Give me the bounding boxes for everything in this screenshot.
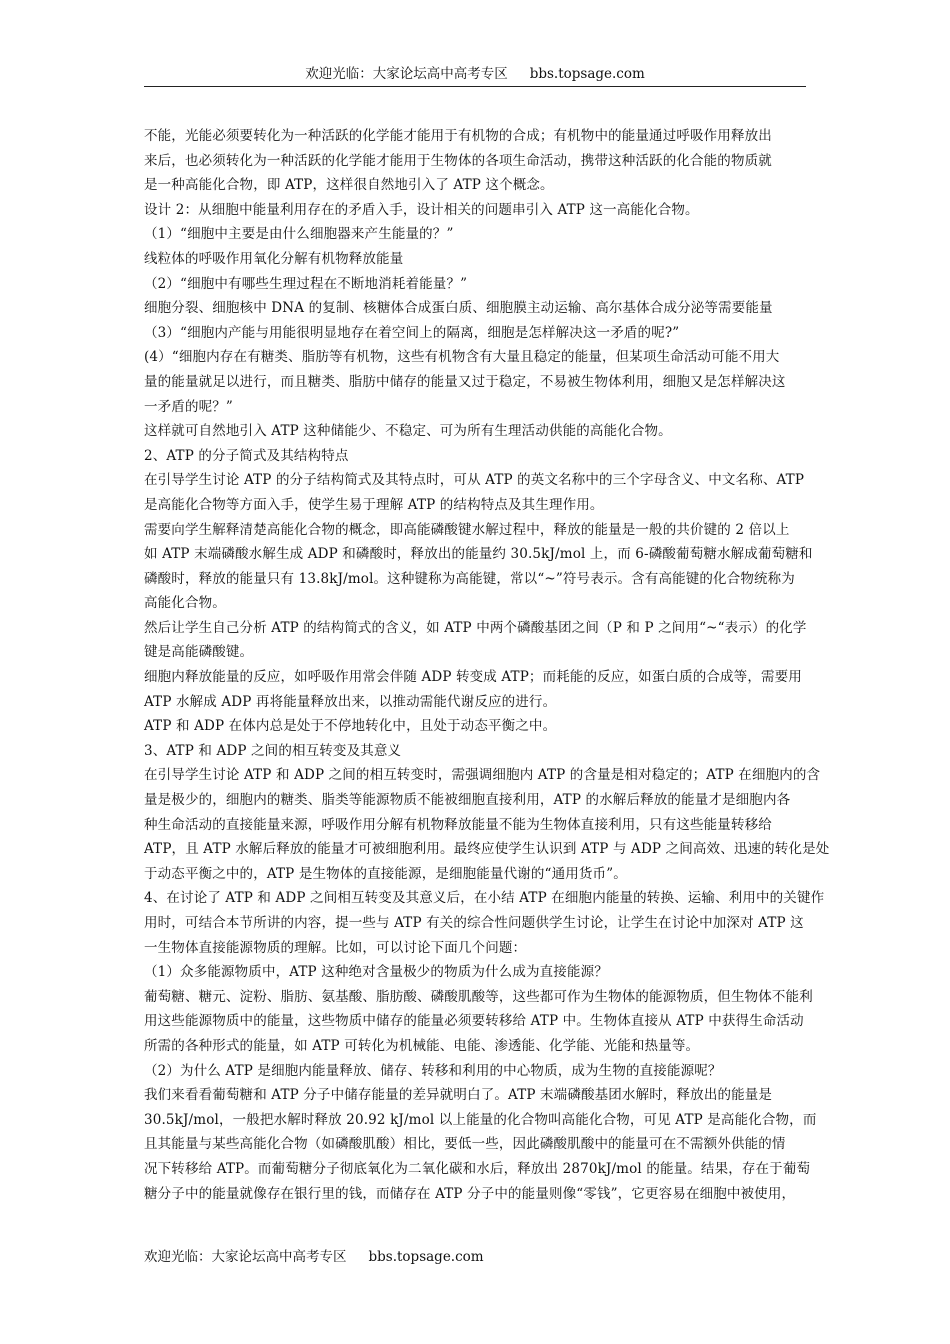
- text-line: 一矛盾的呢？”: [144, 398, 233, 415]
- text-line: 4、在讨论了 ATP 和 ADP 之间相互转变及其意义后，在小结 ATP 在细胞内能量的转换、运输、利用中的关键作: [144, 890, 825, 907]
- section-heading: 3、ATP 和 ADP 之间的相互转变及其意义: [144, 742, 402, 759]
- text-line: 糖分子中的能量就像存在银行里的钱，而储存在 ATP 分子中的能量则像“零钱”，它更容易在细胞中被使用，: [144, 1185, 796, 1202]
- header-welcome: 欢迎光临：大家论坛高中高考专区: [305, 66, 508, 82]
- footer-welcome: 欢迎光临：大家论坛高中高考专区: [144, 1249, 347, 1265]
- text-line: 是一种高能化合物，即 ATP，这样很自然地引入了 ATP 这个概念。: [144, 177, 554, 194]
- text-line: （1）众多能源物质中，ATP 这种绝对含量极少的物质为什么成为直接能源？: [144, 964, 608, 981]
- text-line: 然后让学生自己分析 ATP 的结构简式的含义，如 ATP 中两个磷酸基团之间（P 和 P 之间用“~“表示）的化学: [144, 619, 807, 636]
- document-body: [144, 124, 830, 1206]
- text-line: 线粒体的呼吸作用氧化分解有机物释放能量: [144, 250, 404, 267]
- text-line: 量是极少的，细胞内的糖类、脂类等能源物质不能被细胞直接利用，ATP 的水解后释放的能量才是细胞内各: [144, 792, 791, 809]
- text-line: ATP，且 ATP 水解后释放的能量才可被细胞利用。最终应使学生认识到 ATP 与 ADP 之间高效、迅速的转化是处: [144, 841, 830, 858]
- text-line: 是高能化合物等方面入手，使学生易于理解 ATP 的结构特点及其生理作用。: [144, 496, 604, 513]
- page-footer: [144, 1247, 484, 1267]
- text-line: （3）“细胞内产能与用能很明显地存在着空间上的隔离，细胞是怎样解决这一矛盾的呢?”: [144, 324, 680, 341]
- text-line: 我们来看看葡萄糖和 ATP 分子中储存能量的差异就明白了。ATP 末端磷酸基团水解时，释放出的能量是: [144, 1087, 773, 1104]
- text-line: 细胞内释放能量的反应，如呼吸作用常会伴随 ADP 转变成 ATP；而耗能的反应，如蛋白质的合成等，需要用: [144, 669, 802, 686]
- text-line: 需要向学生解释清楚高能化合物的概念，即高能磷酸键水解过程中，释放的能量是一般的共价键的 2 倍以上: [144, 521, 790, 538]
- text-line: 如 ATP 末端磷酸水解生成 ADP 和磷酸时，释放出的能量约 30.5kJ/mol 上，而 6-磷酸葡萄糖水解成葡萄糖和: [144, 546, 813, 563]
- text-line: （1）“细胞中主要是由什么细胞器来产生能量的？”: [144, 226, 454, 243]
- text-line: 不能，光能必须要转化为一种活跃的化学能才能用于有机物的合成；有机物中的能量通过呼吸作用释放出: [144, 128, 772, 144]
- text-line: 30.5kJ/mol，一般把水解时释放 20.92 kJ/mol 以上能量的化合物叫高能化合物，可见 ATP 是高能化合物，而: [144, 1111, 817, 1128]
- text-line: ATP 和 ADP 在体内总是处于不停地转化中，且处于动态平衡之中。: [144, 718, 557, 735]
- section-heading: 2、ATP 的分子简式及其结构特点: [144, 447, 349, 464]
- footer-site-link[interactable]: bbs.topsage.com: [368, 1249, 484, 1265]
- text-line: 这样就可自然地引入 ATP 这种储能少、不稳定、可为所有生理活动供能的高能化合物。: [144, 423, 672, 440]
- text-line: （2）“细胞中有哪些生理过程在不断地消耗着能量？”: [144, 275, 468, 292]
- header-site-link[interactable]: bbs.topsage.com: [529, 66, 645, 82]
- body-text: [144, 124, 830, 1206]
- text-line: 设计 2：从细胞中能量利用存在的矛盾入手，设计相关的问题串引入 ATP 这一高能化合物。: [144, 201, 699, 218]
- text-line: 键是高能磷酸键。: [144, 644, 254, 661]
- text-line: 种生命活动的直接能量来源，呼吸作用分解有机物释放能量不能为生物体直接利用，只有这些能量转移给: [144, 816, 772, 833]
- text-line: (4）“细胞内存在有糖类、脂肪等有机物，这些有机物含有大量且稳定的能量，但某项生命活动可能不用大: [144, 349, 780, 366]
- text-line: 用时，可结合本节所讲的内容，提一些与 ATP 有关的综合性问题供学生讨论，让学生在讨论中加深对 ATP 这: [144, 915, 804, 931]
- text-line: 况下转移给 ATP。而葡萄糖分子彻底氧化为二氧化碳和水后，释放出 2870kJ/mol 的能量。结果，存在于葡萄: [144, 1160, 811, 1177]
- text-line: ATP 水解成 ADP 再将能量释放出来，以推动需能代谢反应的进行。: [144, 693, 557, 710]
- text-line: 磷酸时，释放的能量只有 13.8kJ/mol。这种键称为高能键，常以“~”符号表示。含有高能键的化合物统称为: [144, 570, 795, 587]
- text-line: 用这些能源物质中的能量，这些物质中储存的能量必须要转移给 ATP 中。生物体直接从 ATP 中获得生命活动: [144, 1013, 804, 1030]
- page-header: [144, 64, 806, 87]
- text-line: 高能化合物。: [144, 595, 226, 612]
- text-line: 在引导学生讨论 ATP 和 ADP 之间的相互转变时，需强调细胞内 ATP 的含量是相对稳定的；ATP 在细胞内的含: [144, 767, 821, 784]
- text-line: 葡萄糖、糖元、淀粉、脂肪、氨基酸、脂肪酸、磷酸肌酸等，这些都可作为生物体的能源物质，但生物体不能利: [144, 988, 813, 1005]
- text-line: 量的能量就足以进行，而且糖类、脂肪中储存的能量又过于稳定，不易被生物体利用，细胞又是怎样解决这: [144, 373, 786, 390]
- text-line: （2）为什么 ATP 是细胞内能量释放、储存、转移和利用的中心物质，成为生物的直接能源呢？: [144, 1062, 722, 1079]
- text-line: 在引导学生讨论 ATP 的分子结构简式及其特点时，可从 ATP 的英文名称中的三个字母含义、中文名称、ATP: [144, 472, 805, 489]
- text-line: 所需的各种形式的能量，如 ATP 可转化为机械能、电能、渗透能、化学能、光能和热量等。: [144, 1037, 700, 1054]
- text-line: 细胞分裂、细胞核中 DNA 的复制、核糖体合成蛋白质、细胞膜主动运输、高尔基体合成分泌等需要能量: [144, 300, 773, 317]
- text-line: 一生物体直接能源物质的理解。比如，可以讨论下面几个问题：: [144, 939, 527, 956]
- text-line: 来后，也必须转化为一种活跃的化学能才能用于生物体的各项生命活动，携带这种活跃的化合能的物质就: [144, 152, 772, 169]
- text-line: 于动态平衡之中的，ATP 是生物体的直接能源，是细胞能量代谢的“通用货币”。: [144, 865, 627, 882]
- text-line: 且其能量与某些高能化合物（如磷酸肌酸）相比，要低一些，因此磷酸肌酸中的能量可在不需额外供能的情: [144, 1136, 786, 1153]
